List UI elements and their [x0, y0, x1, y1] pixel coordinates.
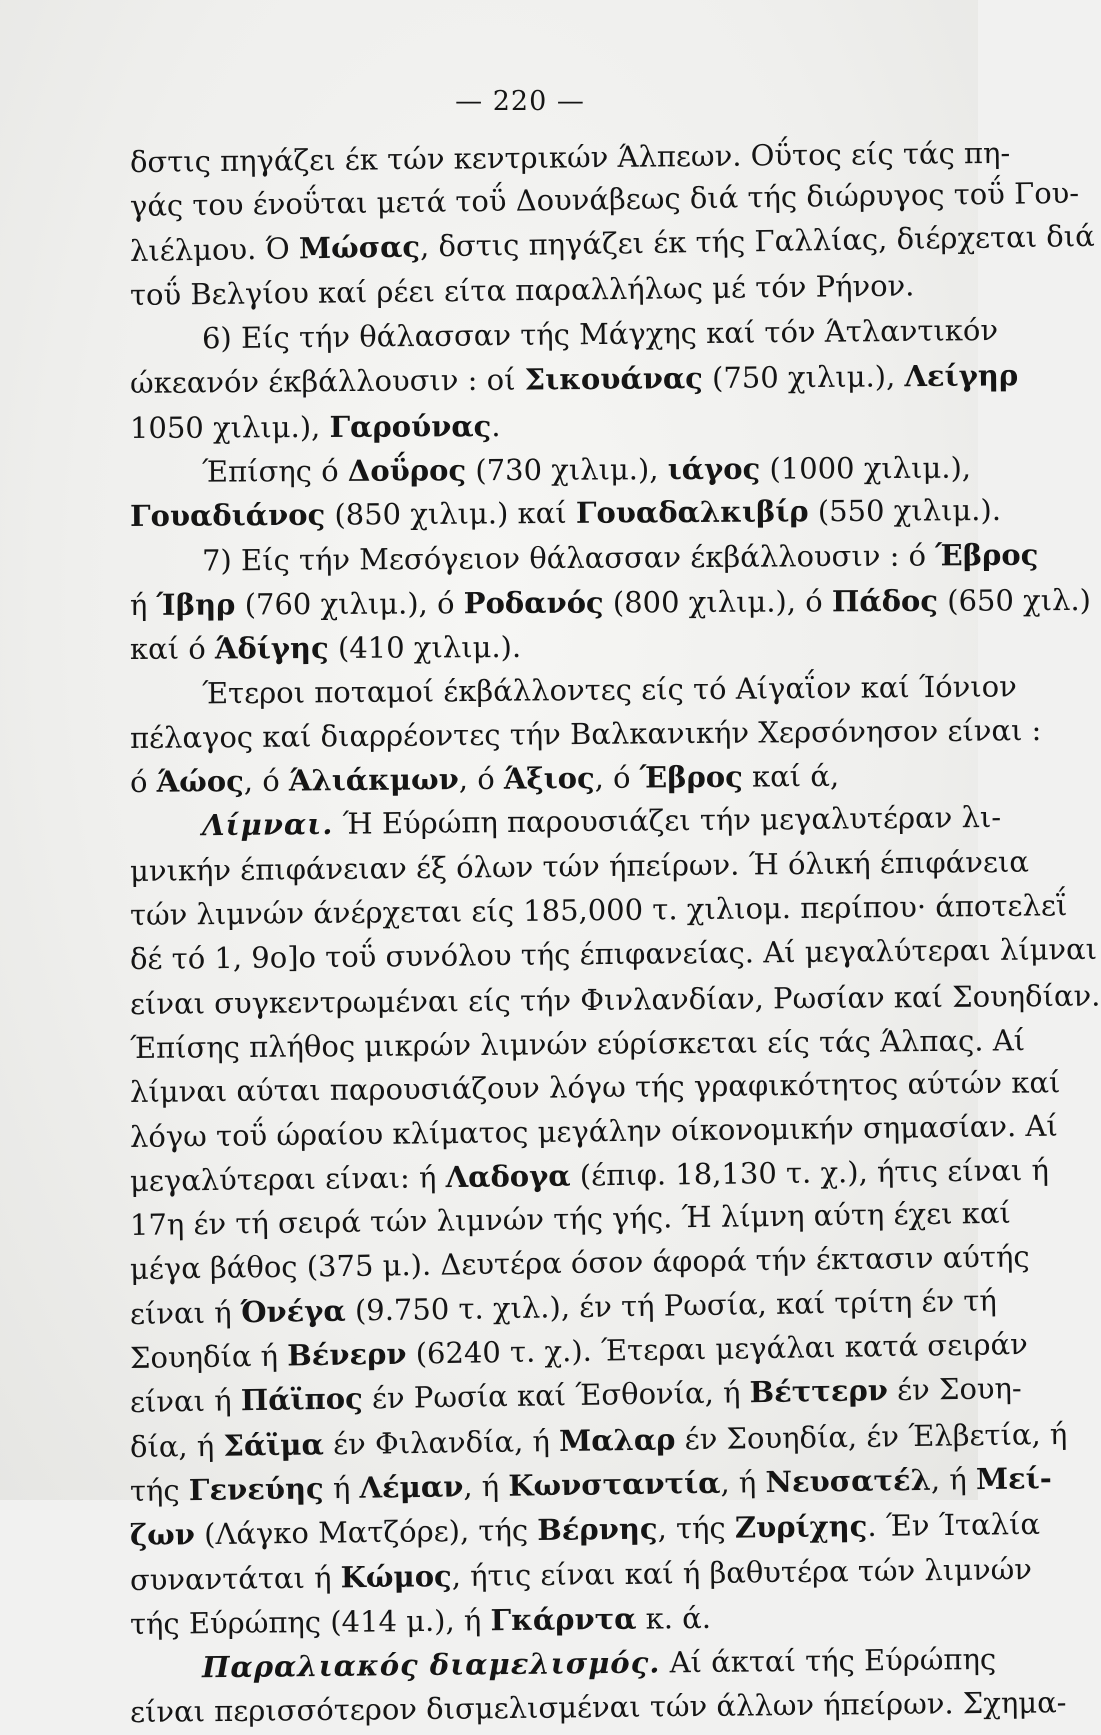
text-run: (550 χιλιμ.). — [808, 493, 1002, 529]
bold-term: Λαδογα — [445, 1158, 571, 1194]
text-line — [129, 489, 1002, 539]
text-run: είναι συγκεντρωμέναι είς τήν Φινλανδίαν, Ρωσίαν καί Σουηδίαν. — [129, 978, 1101, 1021]
text-line — [129, 929, 1098, 982]
text-run: 7) Είς τήν Μεσόγειον θάλασσαν έκβάλλουσιν : ό — [201, 538, 936, 578]
bold-term: Βένερν — [286, 1336, 407, 1373]
page-number: — 220 — — [455, 86, 585, 117]
text-run: είναι ή — [129, 1294, 242, 1331]
text-line — [130, 665, 1017, 716]
bold-term: Έβρος — [639, 759, 743, 795]
text-run: Αί άκταί τής Εύρώπης — [660, 1642, 997, 1680]
text-line — [130, 533, 1039, 583]
bold-term: Γουαδαλκιβίρ — [575, 494, 809, 531]
text-run: δία, ή — [129, 1428, 224, 1464]
section-heading: Λίμναι. — [201, 807, 334, 843]
text-run: (6240 τ. χ.). Έτεραι μεγάλαι κατά σειράν — [406, 1326, 1028, 1371]
text-run: , ή — [463, 1468, 509, 1504]
text-run: (750 χιλιμ.), — [702, 359, 905, 396]
text-run: (410 χιλιμ.). — [328, 630, 522, 666]
text-run: (Λάγκο Ματζόρε), τής — [194, 1513, 538, 1552]
text-run: μεγαλύτεραι είναι: ή — [129, 1159, 446, 1198]
text-run: 1050 χιλιμ.), — [129, 409, 330, 445]
bold-term: Ζυρίχης — [734, 1509, 868, 1545]
bold-term: Λέμαν — [359, 1469, 464, 1505]
text-run: έν Σουηδία, έν Έλβετία, ή — [675, 1416, 1068, 1456]
text-run: έν Ρωσία καί Έσθονία, ή — [362, 1375, 750, 1416]
text-run: ό — [129, 764, 157, 800]
text-run: Έπίσης ό — [201, 453, 348, 489]
body-text — [129, 135, 1101, 1735]
text-line — [129, 1682, 1067, 1735]
text-run: (9.750 τ. χιλ.), έν τή Ρωσία, καί τρίτη έν τή — [345, 1283, 997, 1328]
text-run: καί ά, — [742, 758, 840, 794]
text-run: , ό — [243, 763, 290, 799]
bold-term: Ίβηρ — [156, 587, 236, 622]
bold-term: Βέρνης — [537, 1511, 658, 1548]
text-run: μέγα βάθος (375 μ.). Δευτέρα όσον άφορά τήν έκτασιν αύτής — [129, 1239, 1030, 1287]
bold-term: Σάϊμα — [223, 1426, 325, 1463]
text-run: έν Σουη- — [887, 1371, 1022, 1408]
text-run: ή — [323, 1470, 360, 1506]
text-run: . — [491, 408, 501, 443]
text-run: (έπιφ. 18,130 τ. χ.), ήτις είναι ή — [570, 1152, 1050, 1193]
text-run: , ήτις είναι καί ή βαθυτέρα τών λιμνών — [451, 1551, 1033, 1593]
text-run: , ό — [594, 760, 640, 796]
text-run: , δστις πηγάζει έκ τής Γαλλίας, διέρχεται διά — [419, 218, 1095, 264]
text-run: (730 χιλιμ.), — [466, 452, 668, 488]
text-line — [130, 623, 920, 671]
bold-term: Γουαδιάνος — [129, 498, 326, 534]
text-run: γάς του ένοΰται μετά τοΰ Δουνάβεως διά τής διώρυγος τοΰ Γου- — [129, 176, 1080, 224]
text-line — [129, 709, 1042, 760]
text-run: έν Φιλανδία, ή — [323, 1423, 560, 1461]
text-line — [130, 309, 999, 362]
bold-term: Πάδος — [831, 583, 939, 619]
bold-term: Βέττερν — [749, 1373, 889, 1410]
bold-term: Νευσατέλ — [765, 1462, 932, 1500]
text-run: Σουηδία ή — [129, 1338, 288, 1376]
text-run: , ή — [720, 1465, 766, 1500]
bold-term: Έβρος — [935, 537, 1039, 573]
text-line — [129, 355, 1019, 406]
bold-term: Γαρούνας — [329, 408, 492, 444]
text-run: είναι περισσότερον δισμελισμέναι τών άλλων ήπείρων. Σχημα- — [129, 1685, 1067, 1730]
bold-term: ζων — [129, 1517, 196, 1553]
text-line — [129, 1548, 1033, 1602]
text-line — [130, 796, 1002, 849]
text-run: τών λιμνών άνέρχεται είς 185,000 τ. χιλιομ. περίπου· άποτελεΐ — [129, 888, 1068, 933]
text-line — [129, 579, 1092, 627]
text-run: (800 χιλιμ.), ό — [603, 584, 833, 620]
text-run: Ή Εύρώπη παρουσιάζει τήν μεγαλυτέραν λι- — [333, 800, 1002, 842]
section-heading: Παραλιακός διαμελισμός. — [201, 1645, 661, 1685]
text-run: ώκεανόν έκβάλλουσιν : οί — [129, 363, 525, 401]
bold-term: Πάϊπος — [240, 1381, 364, 1418]
text-run: λόγω τοΰ ώραίου κλίματος μεγάλην οίκονομικήν σημασίαν. Αί — [129, 1108, 1058, 1154]
text-run: τοΰ Βελγίου καί ρέει είτα παραλλήλως μέ τόν Ρήνον. — [129, 268, 915, 312]
bold-term: Άλιάκμων — [288, 762, 459, 798]
text-run: δέ τό 1, 9ο]ο τοΰ συνόλου τής έπιφανείας. Αί μεγαλύτεραι λίμναι — [129, 932, 1098, 977]
bold-term: Ροδανός — [463, 585, 604, 621]
text-run: 17η έν τή σειρά τών λιμνών τής γής. Ή λίμνη αύτη έχει καί — [129, 1195, 1012, 1243]
bold-term: Δοΰρος — [347, 453, 467, 488]
text-run: λιέλμου. Ό — [129, 230, 300, 268]
text-run: καί ό — [129, 631, 216, 667]
bold-term: Κωνσταντία — [508, 1465, 721, 1503]
text-run: είναι ή — [129, 1383, 242, 1420]
bold-term: Άδίγης — [214, 631, 329, 666]
text-run: τής Εύρώπης (414 μ.), ή — [129, 1603, 491, 1641]
text-line — [129, 975, 1101, 1026]
text-run: , ή — [930, 1462, 977, 1497]
bold-term: Γκάρντα — [490, 1601, 637, 1638]
text-run: μνικήν έπιφάνειαν έξ όλων τών ήπείρων. Ή όλική έπιφάνεια — [129, 844, 1030, 888]
text-run: (850 χιλιμ.) καί — [325, 496, 576, 533]
text-run: (1000 χιλιμ.), — [760, 450, 972, 486]
text-run: πέλαγος καί διαρρέοντες τήν Βαλκανικήν Χερσόνησον είναι : — [129, 712, 1042, 755]
text-line — [130, 446, 972, 494]
text-run: , τής — [657, 1510, 736, 1546]
bold-term: Γενεύης — [188, 1471, 324, 1508]
text-run: , ό — [458, 761, 505, 797]
text-run: δστις πηγάζει έκ τών κεντρικών Άλπεων. Οΰτος είς τάς πη- — [129, 135, 1011, 179]
text-run: ή — [129, 587, 157, 622]
text-run: λίμναι αύται παρουσιάζουν λόγω τής γραφικότητος αύτών καί — [129, 1065, 1061, 1110]
text-run: (760 χιλιμ.), ό — [235, 586, 464, 622]
bold-term: Λείγηρ — [904, 358, 1019, 394]
bold-term: Μεί- — [975, 1461, 1052, 1497]
bold-term: Άώος — [156, 764, 244, 799]
bold-term: Μαλαρ — [558, 1421, 676, 1458]
text-run: Έπίσης πλήθος μικρών λιμνών εύρίσκεται είς τάς Άλπας. Αί — [129, 1023, 1026, 1065]
bold-term: Κώμος — [340, 1558, 452, 1594]
text-line — [130, 402, 920, 450]
text-run: τής — [129, 1473, 190, 1508]
bold-term: Άξιος — [503, 761, 595, 796]
text-run: 6) Είς τήν θάλασσαν τής Μάγχης καί τόν Άτλαντικόν — [201, 313, 999, 356]
bold-term: Μώσας — [298, 229, 421, 265]
bold-term: Σικουάνας — [524, 361, 704, 398]
text-run: . Έν Ίταλία — [867, 1507, 1041, 1544]
text-run: Έτεροι ποταμοί έκβάλλοντες είς τό Αίγαΐον καί Ίόνιον — [201, 668, 1017, 710]
text-run: κ. ά. — [636, 1600, 712, 1636]
bold-term: Όνέγα — [240, 1293, 346, 1329]
text-run: (650 χιλ.) — [937, 582, 1092, 618]
text-run: συναντάται ή — [129, 1559, 341, 1597]
bold-term: ιάγος — [667, 451, 761, 487]
